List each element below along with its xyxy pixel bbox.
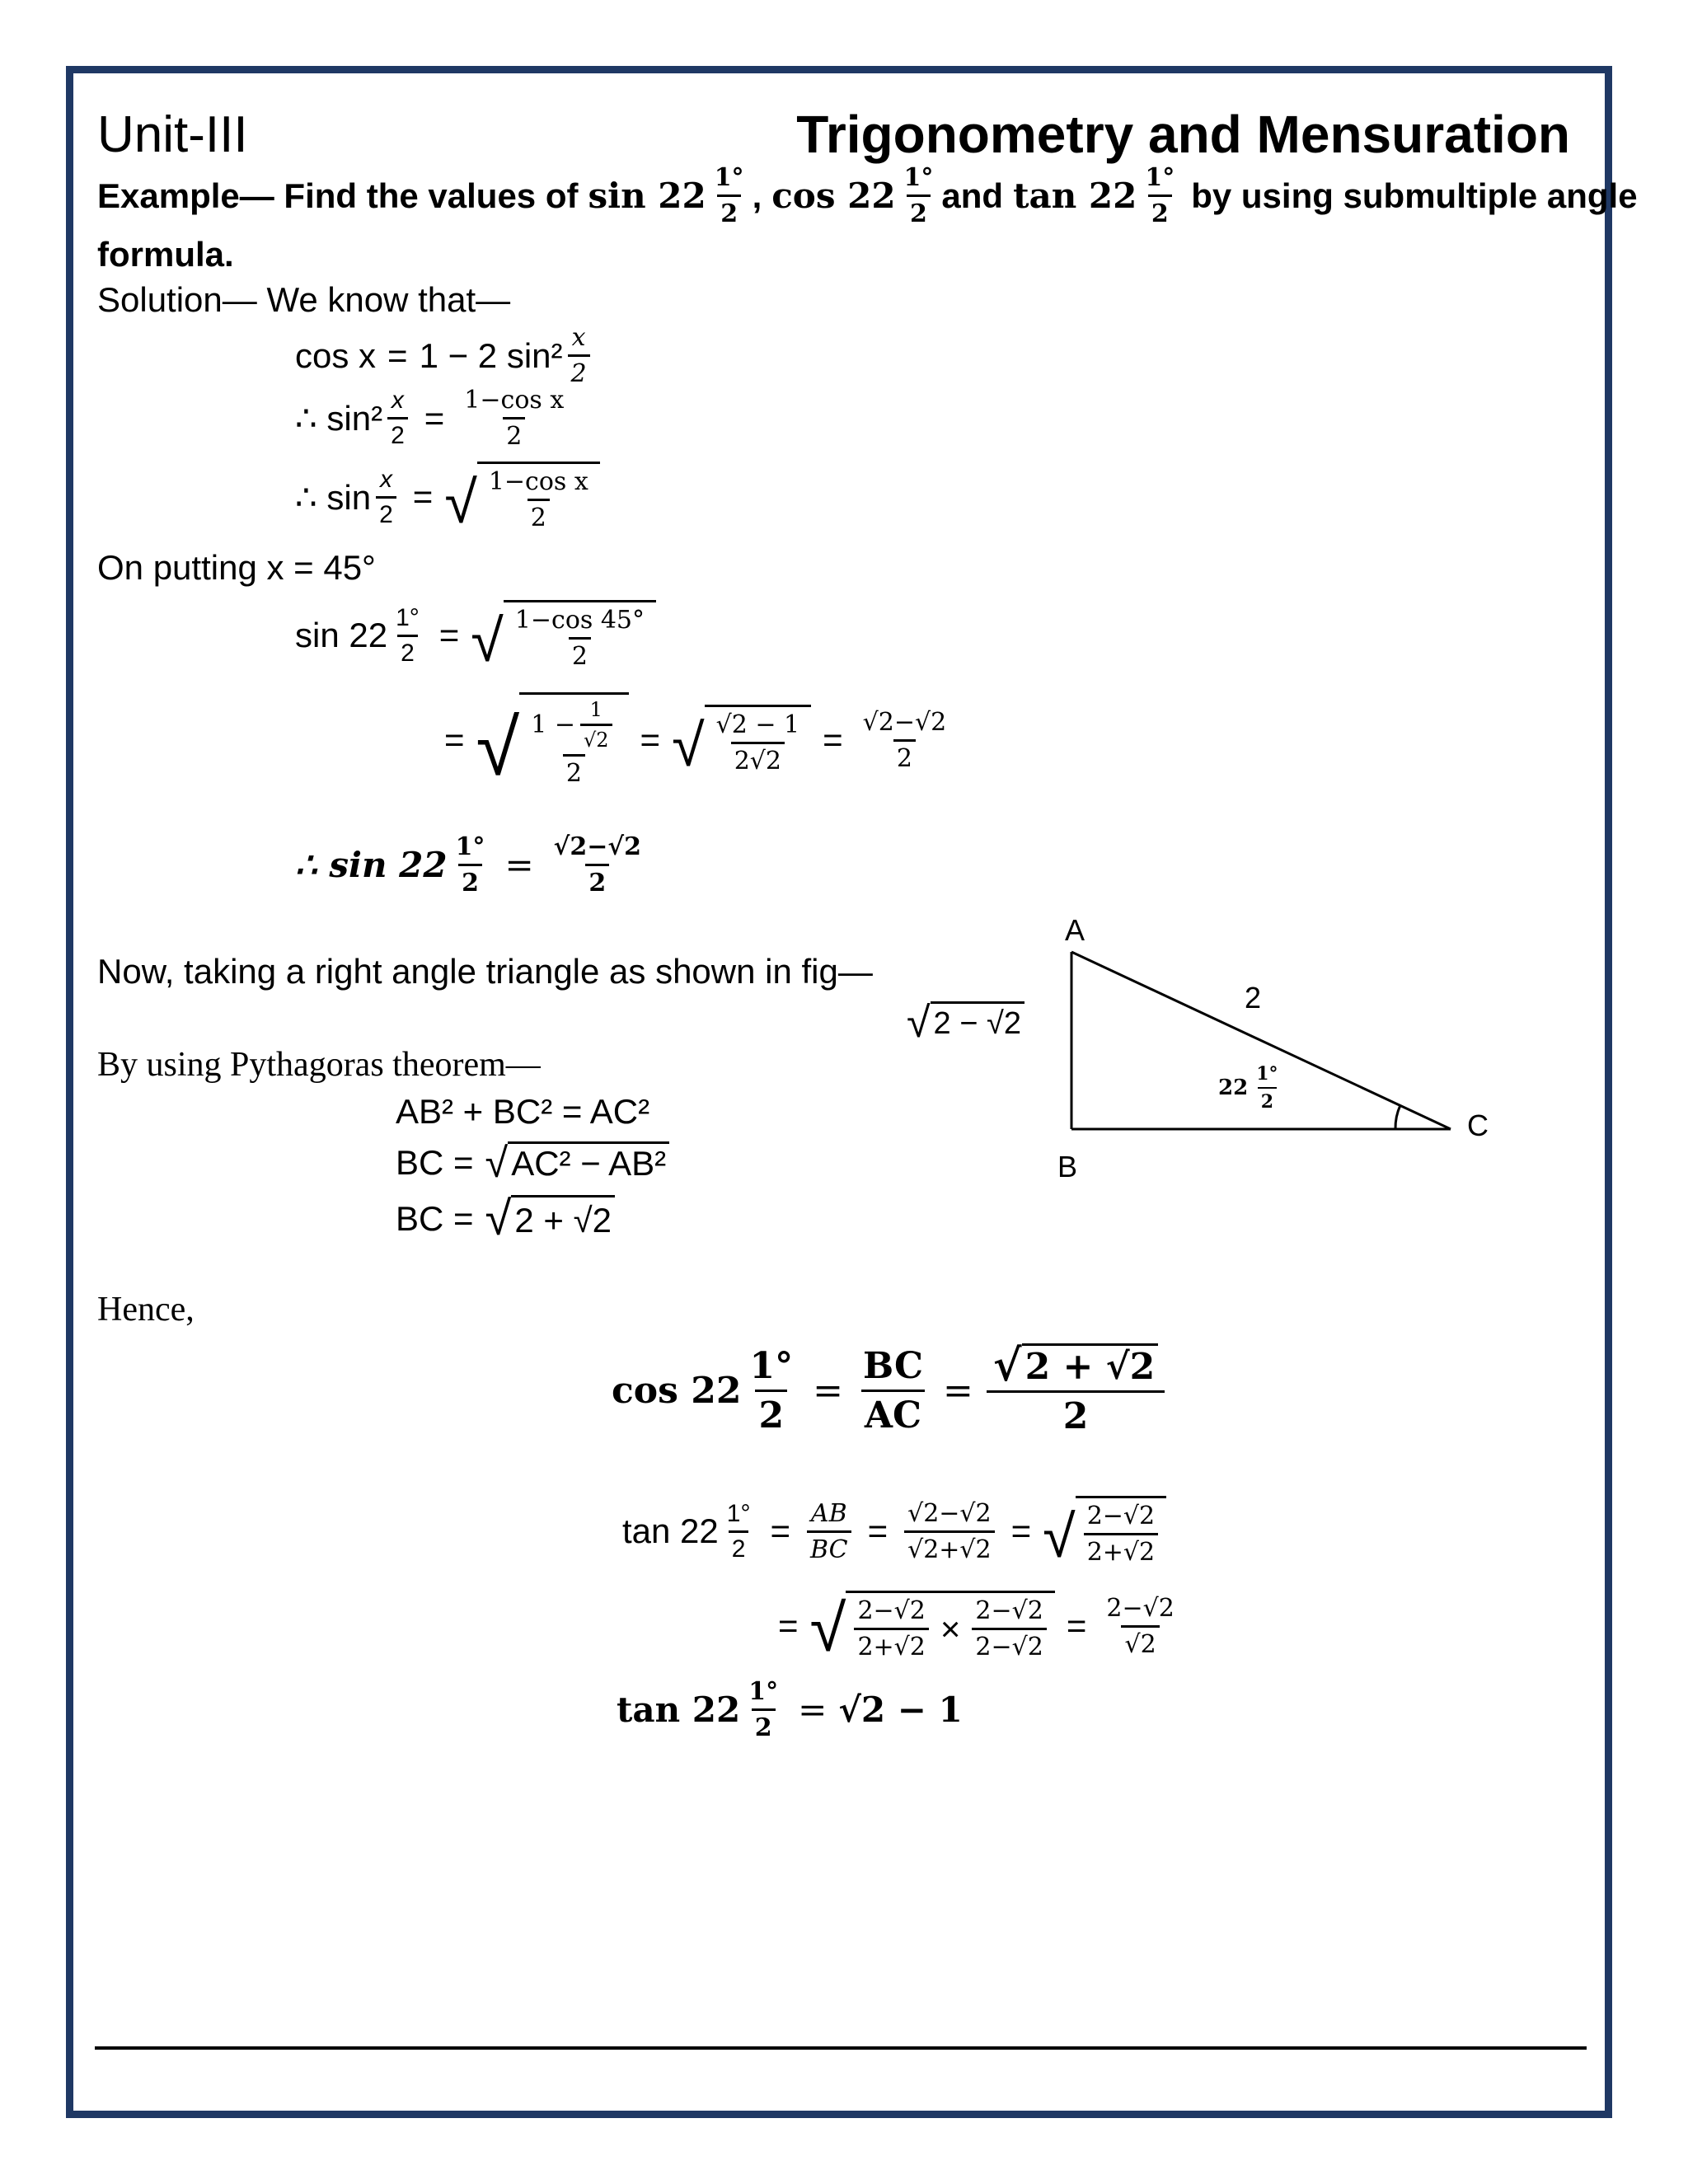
eq-sign: = [823,720,843,759]
angle-label: 22 1° 2 [1218,1063,1278,1113]
equation-6 [295,832,649,898]
radical: √ 1−cos 45° 2 [471,600,656,671]
fraction: $\frac{1^\circ}{2}$ [396,603,420,667]
pythagoras-eq-3 [396,1192,615,1245]
eq-sign: = [770,1511,790,1550]
vertex-c-label: C [1467,1108,1489,1142]
fraction: 1° 2 [714,163,744,228]
eq-sign: = [504,845,534,885]
fraction: $\frac{√2-√2}{2}$ [862,707,947,773]
vertex-b-label: B [1057,1150,1078,1183]
eq-lhs: tan 22 [622,1511,719,1550]
example-cos: cos 22 [771,176,896,216]
tan-result-2 [767,1591,1183,1665]
fraction: $\frac{AB}{BC}$ [807,1499,851,1564]
eq-lhs: ∴ sin [295,477,372,517]
eq-lhs: tan 22 [617,1690,741,1730]
pythagoras-intro: By using Pythagoras theorem— [97,1046,541,1084]
angle-arc [1395,1105,1400,1129]
fraction: $\frac{√2-√2}{2}$ [553,832,641,898]
equation-1 [295,323,595,388]
fraction: $\frac{\text{1−cos x}}{2}$ [464,386,565,451]
page-title: Trigonometry and Mensuration [796,105,1570,164]
eq-sign: = [778,1606,799,1645]
radical: √ AC² − AB² [485,1141,670,1183]
eq-sign: = [412,477,434,516]
triangle-figure [898,911,1508,1191]
pythagoras-eq-2 [396,1138,669,1186]
fraction: 1° 2 [903,163,934,228]
eq-lhs: ∴ sin 22 [295,845,448,885]
eq-sign: = [1066,1606,1087,1645]
example-tail: by using submultiple angle [1191,176,1638,215]
eq-lhs: sin 22 [295,616,388,654]
radical: √ 2 + √2 [485,1195,615,1243]
example-sin: sin 22 [588,176,706,216]
equation-4 [295,600,656,674]
eq-lhs: cos 22 [612,1369,742,1412]
side-label: √ 2 − √2 [907,1001,1025,1044]
hence-label: Hence, [97,1291,195,1329]
eq-sign: = [798,1690,828,1730]
footer-rule [95,2046,1587,2050]
fraction: $\frac{1^\circ}{2}$ [726,1499,751,1563]
fraction: $\frac{x}{2}$ [387,387,408,450]
comma: , [752,176,762,215]
fraction: $\frac{1^\circ}{2}$ [455,832,485,898]
eq-rhs: 1 − 2 sin² [419,335,563,375]
example-question [97,163,1638,228]
example-lead: Example— Find the values of [97,176,579,215]
eq-sign: = [387,335,408,375]
radical: √ 1−cos x 2 [444,462,599,532]
eq-sign: = [867,1511,889,1550]
unit-label: Unit-III [97,106,248,163]
on-putting: On putting x = 45° [97,548,376,587]
triangle-intro: Now, taking a right angle triangle as shown in fig— [97,952,873,991]
vertex-a-label: A [1065,913,1085,947]
eq-sign: = [640,720,661,759]
fraction: $\frac{1^\circ}{2}$ [749,1344,794,1436]
eq-sign: = [444,720,465,759]
fraction: $\frac{2-√2}{√2}$ [1106,1593,1175,1659]
radical: √ √2 − 1 2√2 [672,705,811,776]
tan-result-1 [622,1496,1166,1570]
equation-2 [295,386,572,451]
eq-rhs: √2 − 1 [838,1690,963,1730]
example-line2: formula. [97,235,234,274]
equation-5 [433,692,954,792]
cos-result [612,1340,1166,1437]
hypotenuse-label: 2 [1245,981,1262,1015]
radical: √ 2−√2 2+√2 [1043,1496,1166,1567]
tan-final [617,1677,963,1742]
eq-sign: = [424,398,445,438]
eq-lhs: BC = [396,1142,474,1182]
eq-lhs: ∴ sin² [295,399,383,438]
fraction: √ 2 + √2 2 [990,1343,1161,1437]
fraction: $\frac{BC}{AC}$ [860,1345,926,1436]
fraction: $\frac{√2-√2}{√2+√2}$ [904,1499,995,1564]
eq-lhs: BC = [396,1199,474,1238]
eq-lhs: cos x [295,335,377,375]
solution-intro: Solution— We know that— [97,280,511,319]
fraction: 1° 2 [1145,163,1175,228]
eq-sign: = [1010,1511,1032,1550]
radical: √ 1 − $\frac{1}{√2}$ 2 [476,692,629,788]
radical: √ $\frac{2-√2}{2+√2}$ × $\frac{2-√2}{2-√2}$ [810,1591,1055,1661]
fraction: $\frac{x}{2}$ [376,466,396,529]
eq-sign: = [438,616,460,654]
and-word: and [941,176,1004,215]
fraction: x 2 [568,323,590,388]
fraction: $\frac{1^\circ}{2}$ [748,1677,779,1742]
eq-sign: = [943,1369,973,1412]
equation-3 [295,462,600,536]
eq-sign: = [813,1369,843,1412]
example-tan: tan 22 [1013,176,1137,216]
pythagoras-eq-1: AB² + BC² = AC² [396,1092,650,1131]
